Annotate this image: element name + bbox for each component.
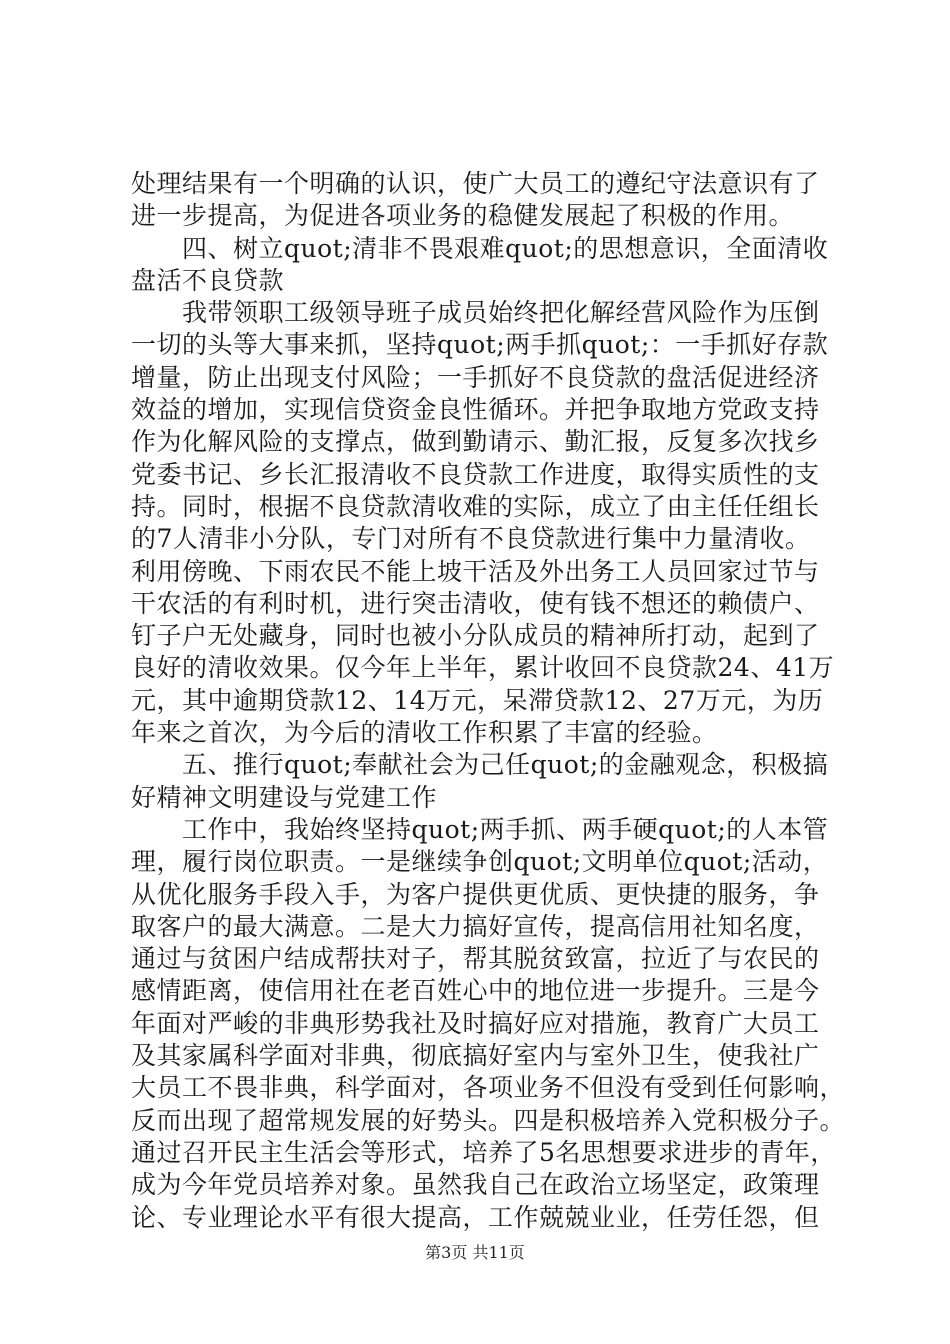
text-line: 进一步提高，为促进各项业务的稳健发展起了积极的作用。 <box>131 201 795 231</box>
text-line: 通过与贫困户结成帮扶对子，帮其脱贫致富，拉近了与农民的 <box>131 944 820 974</box>
text-line: 好精神文明建设与党建工作 <box>131 782 438 812</box>
text-line: 的7人清非小分队，专门对所有不良贷款进行集中力量清收。 <box>131 524 811 554</box>
text-line: 年面对严峻的非典形势我社及时搞好应对措施，教育广大员工 <box>131 1008 820 1038</box>
text-line: 感情距离，使信用社在老百姓心中的地位进一步提升。三是今 <box>131 976 820 1006</box>
text-line: 取客户的最大满意。二是大力搞好宣传，提高信用社知名度， <box>131 911 820 941</box>
text-line: 元，其中逾期贷款12、14万元，呆滞贷款12、27万元，为历 <box>131 685 824 715</box>
text-line: 持。同时，根据不良贷款清收难的实际，成立了由主任任组长 <box>131 491 820 521</box>
text-line: 论、专业理论水平有很大提高，工作兢兢业业，任劳任怨，但 <box>131 1202 820 1232</box>
text-line: 成为今年党员培养对象。虽然我自己在政治立场坚定，政策理 <box>131 1170 820 1200</box>
body-text <box>131 168 846 1234</box>
text-line: 作为化解风险的支撑点，做到勤请示、勤汇报，反复多次找乡 <box>131 427 820 457</box>
page-footer: 第3页 共11页 <box>425 1243 525 1262</box>
text-line: 一切的头等大事来抓，坚持quot;两手抓quot;：一手抓好存款 <box>131 330 829 360</box>
text-line: 四、树立quot;清非不畏艰难quot;的思想意识，全面清收 <box>131 233 829 263</box>
text-line: 钉子户无处藏身，同时也被小分队成员的精神所打动，起到了 <box>131 621 820 651</box>
text-line: 理，履行岗位职责。一是继续争创quot;文明单位quot;活动， <box>131 847 829 877</box>
text-line: 党委书记、乡长汇报清收不良贷款工作进度，取得实质性的支 <box>131 459 820 489</box>
text-line: 盘活不良贷款 <box>131 265 285 295</box>
text-line: 通过召开民主生活会等形式，培养了5名思想要求进步的青年， <box>131 1137 836 1167</box>
text-line: 反而出现了超常规发展的好势头。四是积极培养入党积极分子。 <box>131 1105 846 1135</box>
text-line: 处理结果有一个明确的认识，使广大员工的遵纪守法意识有了 <box>131 169 820 198</box>
text-line: 五、推行quot;奉献社会为己任quot;的金融观念，积极搞 <box>131 750 829 780</box>
text-line: 大员工不畏非典，科学面对，各项业务不但没有受到任何影响， <box>131 1073 846 1103</box>
text-line: 工作中，我始终坚持quot;两手抓、两手硬quot;的人本管 <box>131 814 829 844</box>
text-line: 及其家属科学面对非典，彻底搞好室内与室外卫生，使我社广 <box>131 1041 820 1071</box>
text-line: 效益的增加，实现信贷资金良性循环。并把争取地方党政支持 <box>131 395 820 425</box>
text-line: 干农活的有利时机，进行突击清收，使有钱不想还的赖债户、 <box>131 588 820 618</box>
text-line: 增量，防止出现支付风险；一手抓好不良贷款的盘活促进经济 <box>131 362 820 392</box>
text-line: 利用傍晚、下雨农民不能上坡干活及外出务工人员回家过节与 <box>131 556 820 586</box>
text-line: 年来之首次，为今后的清收工作积累了丰富的经验。 <box>131 718 718 748</box>
text-line: 良好的清收效果。仅今年上半年，累计收回不良贷款24、41万 <box>131 653 835 683</box>
text-line: 从优化服务手段入手，为客户提供更优质、更快捷的服务，争 <box>131 879 820 909</box>
text-line: 我带领职工级领导班子成员始终把化解经营风险作为压倒 <box>131 298 820 328</box>
